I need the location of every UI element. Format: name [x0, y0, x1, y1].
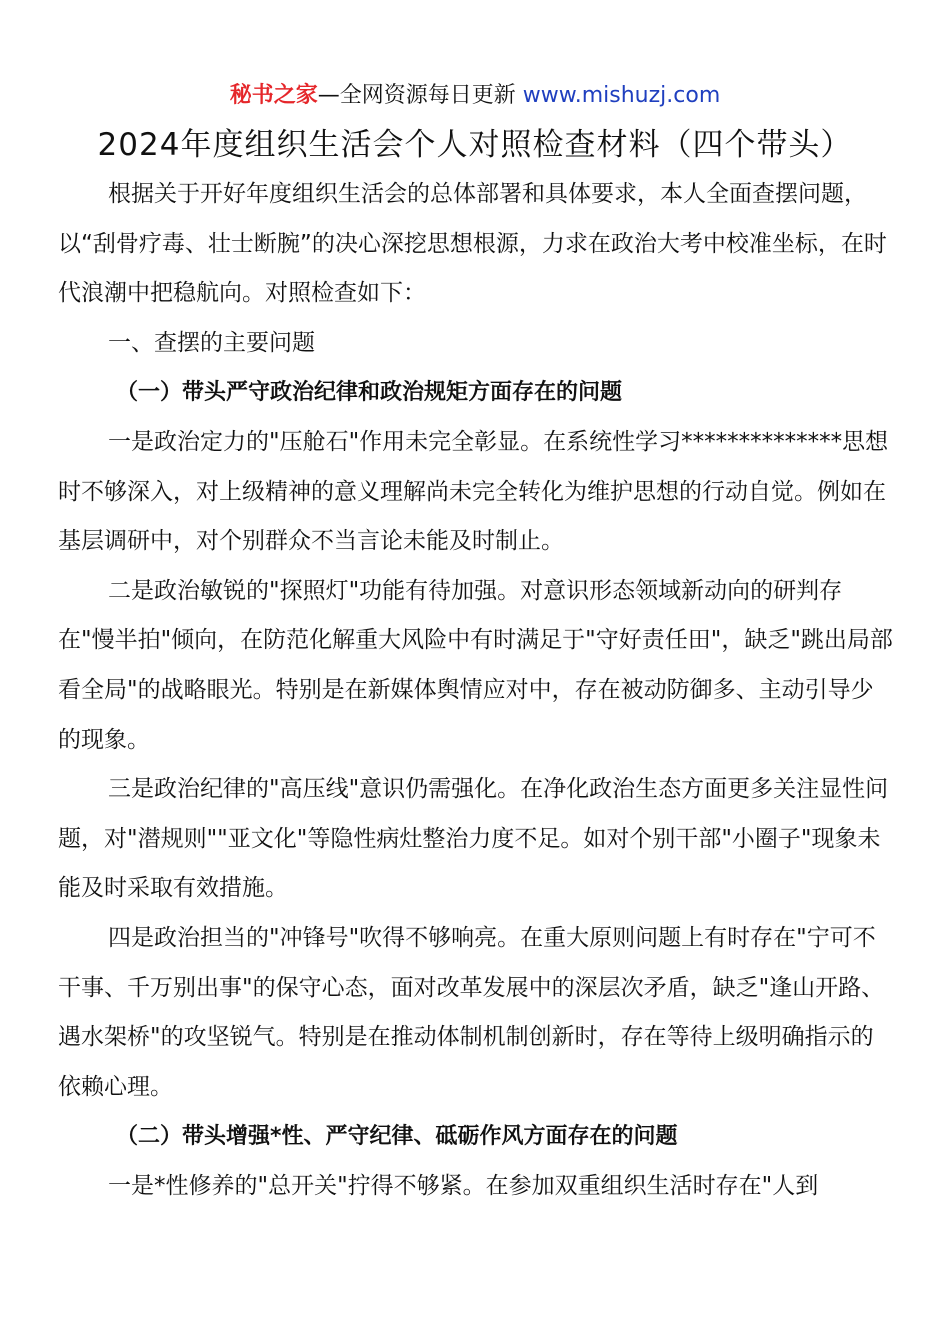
- header-tagline: —全网资源每日更新: [317, 83, 523, 108]
- paragraph-item: 一是*性修养的"总开关"拧得不够紧。在参加双重组织生活时存在"人到: [108, 1172, 819, 1199]
- brand-name: 秘书之家: [229, 83, 318, 108]
- site-header: [0, 80, 950, 112]
- document-title: 2024年度组织生活会个人对照检查材料（四个带头）: [97, 127, 853, 163]
- paragraph-item: 一是政治定力的"压舱石"作用未完全彰显。在系统性学习**************思想时不够深入，对上级精神的意义理解尚未完全转化为维护思想的行动自觉。例如在基层调研中，对个别群众不当言论未能及时制止。: [58, 428, 889, 555]
- subsection-heading-2: （二）带头增强*性、严守纪律、砥砺作风方面存在的问题: [116, 1124, 678, 1150]
- document-body: [58, 170, 894, 1211]
- section-heading-1: 一、查摆的主要问题: [108, 329, 315, 356]
- paragraph-item: 三是政治纪律的"高压线"意识仍需强化。在净化政治生态方面更多关注显性问题，对"潜规则""亚文化"等隐性病灶整治力度不足。如对个别干部"小圈子"现象未能及时采取有效措施。: [58, 776, 889, 902]
- site-url[interactable]: www.mishuzj.com: [522, 83, 721, 108]
- intro-paragraph: 根据关于开好年度组织生活会的总体部署和具体要求，本人全面查摆问题，以“刮骨疗毒、壮士断腕”的决心深挖思想根源，力求在政治大考中校准坐标，在时代浪潮中把稳航向。对照检查如下：: [58, 181, 887, 307]
- paragraph-item: 四是政治担当的"冲锋号"吹得不够响亮。在重大原则问题上有时存在"宁可不干事、千万别出事"的保守心态，面对改革发展中的深层次矛盾，缺乏"逢山开路、遇水架桥"的攻坚锐气。特别是在推动体制机制创新时，存在等待上级明确指示的依赖心理。: [58, 924, 885, 1100]
- paragraph-item: 二是政治敏锐的"探照灯"功能有待加强。对意识形态领域新动向的研判存在"慢半拍"倾向，在防范化解重大风险中有时满足于"守好责任田"，缺乏"跳出局部看全局"的战略眼光。特别是在新媒体舆情应对中，存在被动防御多、主动引导少的现象。: [58, 577, 893, 753]
- subsection-heading-1: （一）带头严守政治纪律和政治规矩方面存在的问题: [116, 380, 623, 406]
